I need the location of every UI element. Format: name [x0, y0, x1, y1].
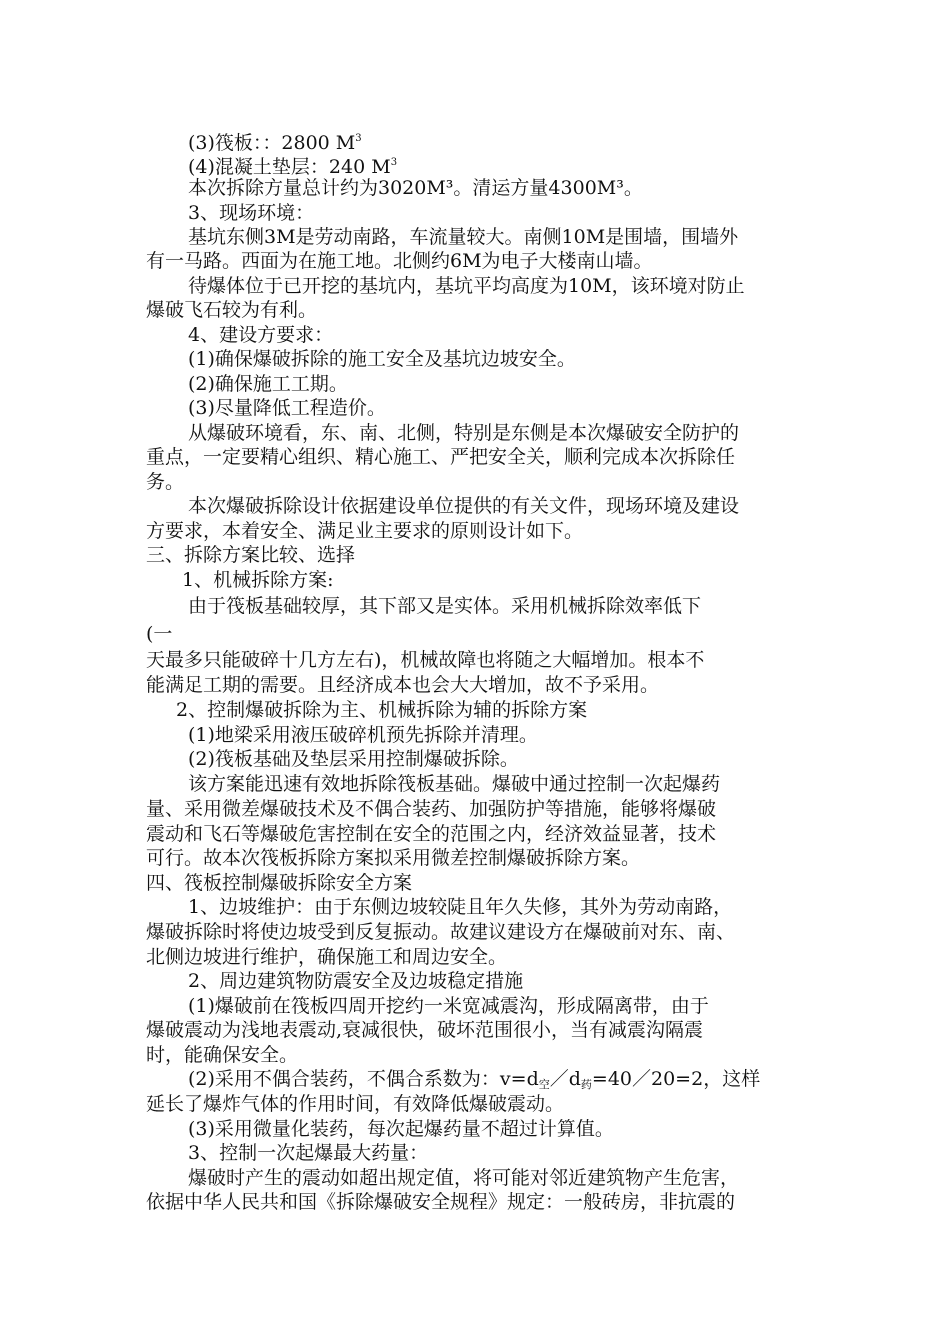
text-line: 该方案能迅速有效地拆除筏板基础。爆破中通过控制一次起爆药 [188, 773, 721, 795]
text-line: (4)混凝土垫层：240 $M^3$ [188, 156, 398, 178]
text-line: 本次拆除方量总计约为3020M³。清运方量4300M³。 [188, 177, 643, 199]
section-heading: 2、控制爆破拆除为主、机械拆除为辅的拆除方案 [176, 699, 588, 721]
text-line: 从爆破环境看，东、南、北侧，特别是东侧是本次爆破安全防护的 [188, 422, 740, 444]
text-line: 爆破拆除时将使边坡受到反复振动。故建议建设方在爆破前对东、南、 [146, 921, 736, 943]
section-heading: 1、机械拆除方案: [182, 569, 334, 591]
text-line: 方要求，本着安全、满足业主要求的原则设计如下。 [146, 520, 584, 542]
text-line: 本次爆破拆除设计依据建设单位提供的有关文件，现场环境及建设 [188, 495, 740, 517]
text-line: (3)采用微量化装药，每次起爆药量不超过计算值。 [188, 1118, 614, 1140]
section-heading: 3、控制一次起爆最大药量： [188, 1142, 429, 1164]
text-line: 务。 [146, 471, 185, 493]
text-line: (3)尽量降低工程造价。 [188, 397, 386, 419]
text-line: 爆破时产生的震动如超出规定值，将可能对邻近建筑物产生危害， [188, 1167, 740, 1189]
text-line: 能满足工期的需要。且经济成本也会大大增加，故不予采用。 [146, 674, 660, 696]
text-line: 时，能确保安全。 [146, 1044, 299, 1066]
text-line: 由于筏板基础较厚，其下部又是实体。采用机械拆除效率低下 [188, 595, 702, 617]
text-line: 震动和飞石等爆破危害控制在安全的范围之内，经济效益显著，技术 [146, 823, 717, 845]
text-line: 可行。故本次筏板拆除方案拟采用微差控制爆破拆除方案。 [146, 847, 641, 869]
text-line: (1)确保爆破拆除的施工安全及基坑边坡安全。 [188, 348, 576, 370]
text-line: 爆破飞石较为有利。 [146, 299, 318, 321]
section-heading: 四、筏板控制爆破拆除安全方案 [146, 872, 413, 894]
text-line: 1、边坡维护：由于东侧边坡较陡且年久失修，其外为劳动南路， [188, 896, 733, 918]
text-line: (2)筏板基础及垫层采用控制爆破拆除。 [188, 748, 519, 770]
text-line: 待爆体位于已开挖的基坑内，基坑平均高度为10M，该环境对防止 [188, 275, 745, 297]
section-heading: 三、拆除方案比较、选择 [146, 544, 356, 566]
text-line: 爆破震动为浅地表震动,衰减很快，破坏范围很小，当有减震沟隔震 [146, 1019, 704, 1041]
formula-line: (2)采用不偶合装药，不偶合系数为：$v=d_空/d_药=40/20=2$，这样 [188, 1068, 761, 1091]
text-line: (1)爆破前在筏板四周开挖约一米宽减震沟，形成隔离带，由于 [188, 995, 709, 1017]
text-line: 依据中华人民共和国《拆除爆破安全规程》规定：一般砖房，非抗震的 [146, 1191, 736, 1213]
text-line: (2)确保施工工期。 [188, 373, 348, 395]
text-line: (3)筏板：：2800 $M^3$ [188, 132, 362, 154]
text-line: 有一马路。西面为在施工地。北侧约6M为电子大楼南山墙。 [146, 250, 653, 272]
section-heading: 4、建设方要求： [188, 324, 334, 346]
section-heading: 3、现场环境： [188, 202, 315, 224]
section-heading: 2、周边建筑物防震安全及边坡稳定措施 [188, 970, 524, 992]
text-line: 重点，一定要精心组织、精心施工、严把安全关，顺利完成本次拆除任 [146, 446, 736, 468]
text-line: 延长了爆炸气体的作用时间，有效降低爆破震动。 [146, 1093, 565, 1115]
text-line: 北侧边坡进行维护，确保施工和周边安全。 [146, 946, 508, 968]
text-line: 天最多只能破碎十几方左右)，机械故障也将随之大幅增加。根本不 [146, 649, 705, 671]
text-line: 量、采用微差爆破技术及不偶合装药、加强防护等措施，能够将爆破 [146, 798, 717, 820]
text-line: 基坑东侧3M是劳动南路，车流量较大。南侧10M是围墙，围墙外 [188, 226, 739, 248]
text-line: (一 [146, 623, 173, 645]
text-line: (1)地梁采用液压破碎机预先拆除并清理。 [188, 724, 538, 746]
